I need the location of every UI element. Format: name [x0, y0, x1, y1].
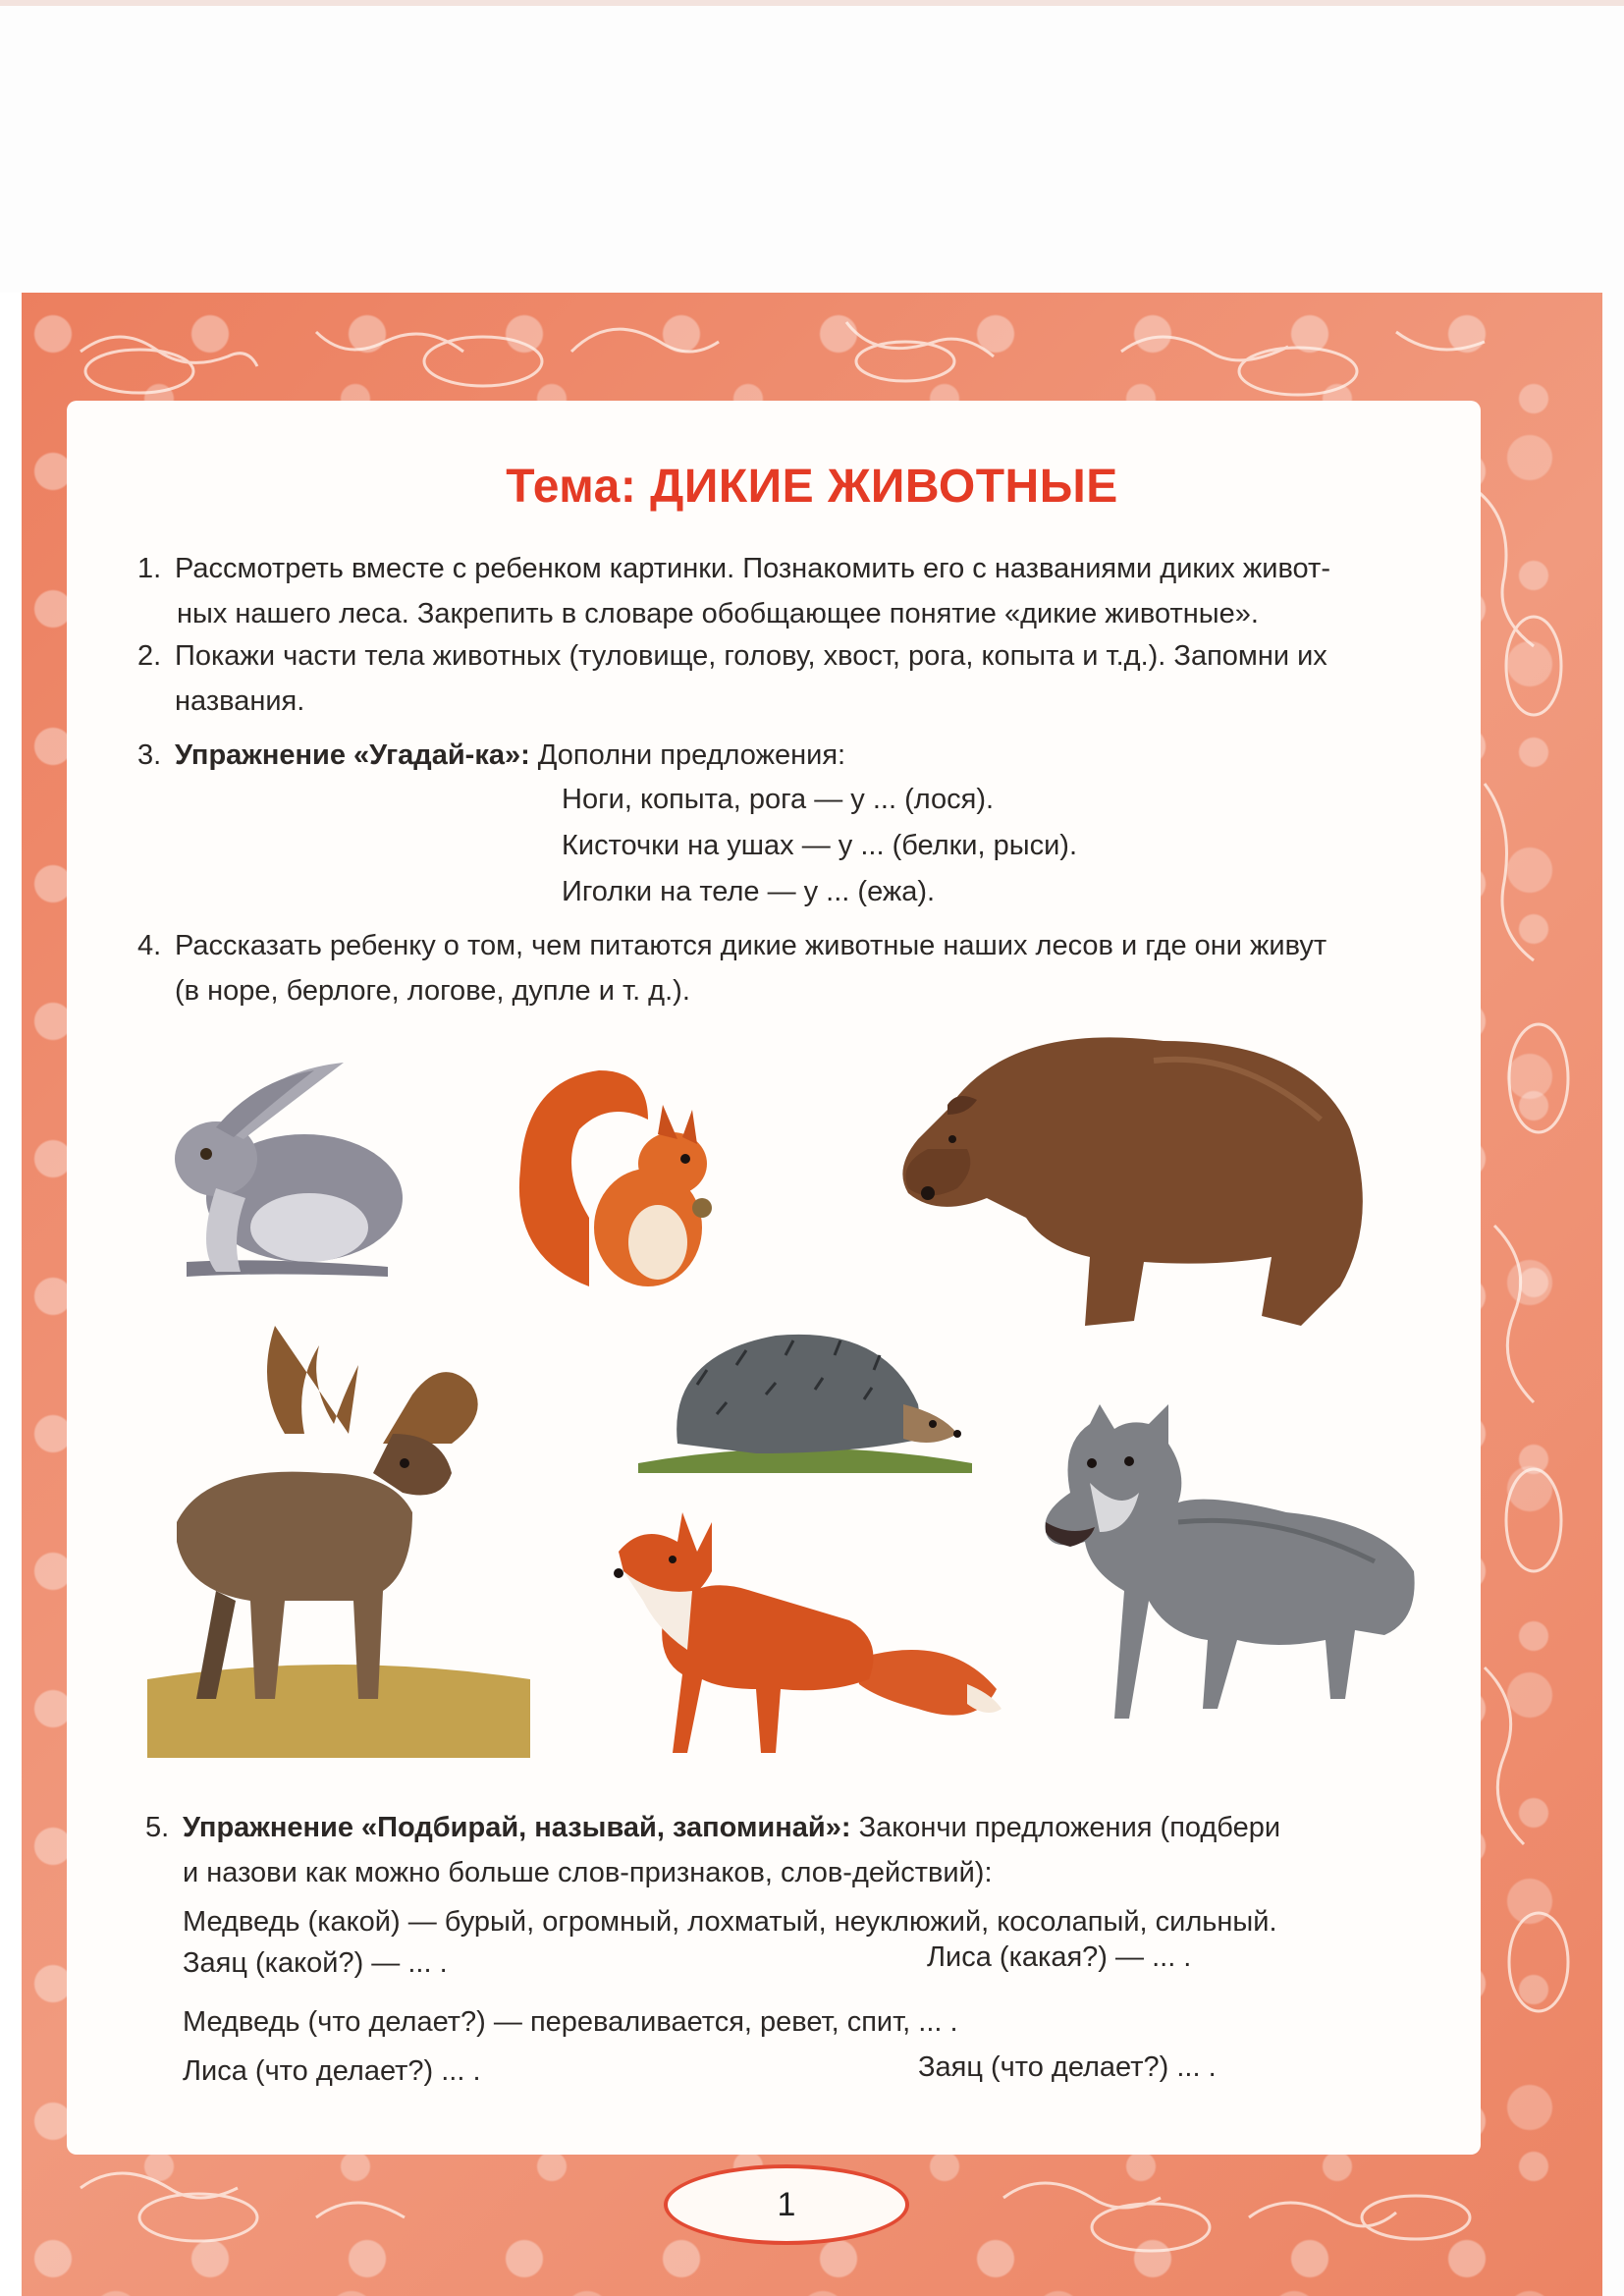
fox-adjectives: Лиса (какая?) — ... .: [927, 1941, 1192, 1973]
list-item-1: [137, 546, 1441, 636]
item-number: 2.: [137, 640, 162, 672]
hedgehog-illustration: [638, 1326, 972, 1473]
item-number: 3.: [137, 739, 162, 771]
exercise-title: Упражнение «Подбирай, называй, запоминай»:: [183, 1812, 851, 1843]
exercise-line-3: Иголки на теле — у ... (ежа).: [562, 876, 936, 907]
item-text-line2: названия.: [175, 685, 305, 717]
exercise-instruction-line2: и назови как можно больше слов-признаков, слов-действий):: [183, 1857, 993, 1888]
page-number: 1: [777, 2185, 796, 2223]
page-top-margin: [0, 0, 1624, 293]
moose-illustration: [147, 1326, 530, 1758]
exercise-line-2: Кисточки на ушах — у ... (белки, рыси).: [562, 830, 1078, 861]
exercise-instruction: Дополни предложения:: [529, 739, 846, 771]
bear-illustration: [889, 1021, 1389, 1336]
exercise-title: Упражнение «Угадай-ка»:: [175, 739, 530, 771]
item-text-line2: ных нашего леса. Закрепить в словаре обобщающее понятие «дикие животные».: [177, 598, 1259, 629]
bear-actions: Медведь (что делает?) — переваливается, ревет, спит, ... .: [183, 2006, 958, 2038]
item-text-line1: Покажи части тела животных (туловище, голову, хвост, рога, копыта и т.д.). Запомни их: [175, 640, 1327, 672]
list-item-2: [137, 633, 1441, 724]
hare-actions: Заяц (что делает?) ... .: [918, 2051, 1217, 2083]
page-right-margin: [1602, 293, 1624, 2296]
hare-illustration: [147, 1061, 422, 1286]
fox-illustration: [604, 1512, 1006, 1758]
hare-adjectives: Заяц (какой?) — ... .: [183, 1947, 448, 1979]
item-number: 4.: [137, 930, 162, 961]
page-title: Тема: ДИКИЕ ЖИВОТНЫЕ: [506, 461, 1118, 513]
list-item-5: [145, 1805, 1449, 1944]
fox-actions: Лиса (что делает?) ... .: [183, 2055, 481, 2087]
page-number-oval: [664, 2164, 909, 2245]
item-number: 1.: [137, 553, 162, 584]
list-item-4: [137, 923, 1441, 1013]
item-number: 5.: [145, 1812, 170, 1843]
wolf-illustration: [1031, 1404, 1419, 1728]
item-text-line1: Рассмотреть вместе с ребенком картинки. Познакомить его с названиями диких живот-: [175, 553, 1330, 584]
squirrel-illustration: [501, 1061, 727, 1301]
item-text-line1: Рассказать ребенку о том, чем питаются дикие животные наших лесов и где они живут: [175, 930, 1327, 961]
bear-adjectives: Медведь (какой) — бурый, огромный, лохматый, неуклюжий, косолапый, сильный.: [183, 1906, 1277, 1938]
list-item-3: [137, 733, 1441, 778]
item-text-line2: (в норе, берлоге, логове, дупле и т. д.).: [175, 975, 690, 1007]
exercise-line-1: Ноги, копыта, рога — у ... (лося).: [562, 784, 995, 815]
exercise-instruction: Закончи предложения (подбери: [850, 1812, 1281, 1843]
